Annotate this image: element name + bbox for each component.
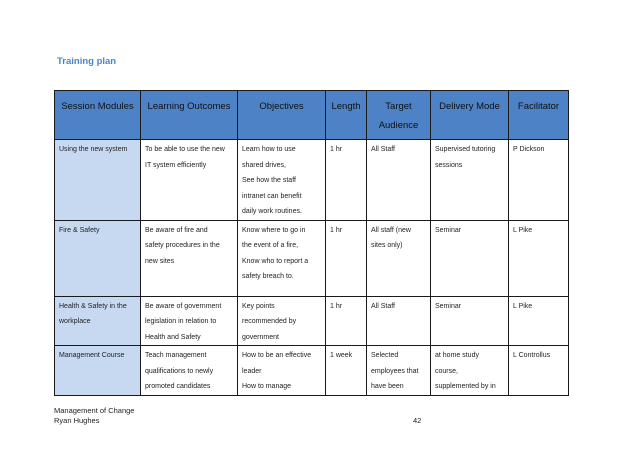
table-cell — [367, 346, 431, 396]
table-cell — [141, 220, 238, 296]
cell-text: employees that — [371, 367, 419, 375]
cell-text: Be aware of fire and — [145, 226, 208, 234]
table-cell — [55, 140, 141, 221]
cell-text: supplemented by in — [435, 383, 496, 390]
cell-text: 1 hr — [330, 226, 343, 234]
cell-text: at home study — [435, 352, 479, 359]
table-cell — [431, 296, 509, 346]
table-cell — [367, 220, 431, 296]
table-cell — [238, 296, 326, 346]
cell-text: IT system efficiently — [145, 161, 207, 169]
footer-author: Ryan Hughes — [54, 415, 100, 425]
table-cell — [367, 296, 431, 346]
column-header — [431, 91, 509, 140]
cell-text: 1 hr — [330, 146, 343, 153]
table-body — [55, 140, 569, 396]
cell-text: How to be an effective — [242, 352, 312, 359]
column-header — [55, 91, 141, 140]
table-cell — [326, 296, 367, 346]
cell-text: Know who to report a — [242, 257, 309, 265]
cell-text: Seminar — [435, 226, 462, 234]
table-cell — [326, 140, 367, 221]
cell-text: L Controllus — [513, 352, 551, 359]
table-row — [55, 296, 569, 346]
cell-text: promoted candidates — [145, 383, 211, 390]
cell-text: the event of a fire, — [242, 242, 299, 249]
cell-text: L Pike — [513, 302, 533, 310]
cell-text: workplace — [59, 318, 91, 325]
column-header-text: Length — [331, 101, 361, 112]
footer-course-title: Management of Change — [54, 406, 135, 415]
table-row — [55, 140, 569, 221]
column-header-text: Audience — [378, 120, 419, 131]
cell-text: To be able to use the new — [145, 146, 225, 153]
cell-text: sessions — [435, 161, 463, 169]
cell-text: intranet can benefit — [242, 192, 302, 200]
table-cell — [509, 220, 569, 296]
cell-text: Selected — [371, 352, 399, 359]
table-cell — [367, 140, 431, 221]
column-header — [238, 91, 326, 140]
cell-text: government — [242, 333, 279, 341]
table-cell — [509, 296, 569, 346]
table-cell — [238, 220, 326, 296]
cell-text: Be aware of government — [145, 302, 222, 310]
table-cell — [326, 220, 367, 296]
cell-text: P Dickson — [513, 146, 545, 153]
cell-text: shared drives, — [242, 161, 286, 169]
cell-text: Fire & Safety — [59, 226, 100, 234]
cell-text: Teach management — [145, 352, 207, 359]
table-cell — [509, 346, 569, 396]
cell-text: All staff (new — [371, 226, 411, 234]
cell-text: 1 week — [330, 352, 353, 359]
cell-text: sites only) — [371, 242, 403, 249]
column-header — [141, 91, 238, 140]
cell-text: leader — [242, 367, 262, 375]
page-number: 42 — [413, 416, 422, 425]
cell-text: recommended by — [242, 318, 297, 325]
cell-text: legislation in relation to — [145, 318, 217, 325]
table-cell — [431, 220, 509, 296]
cell-text: Health & Safety in the — [59, 302, 127, 310]
cell-text: safety breach to. — [242, 273, 294, 280]
table-cell — [431, 140, 509, 221]
cell-text: Learn how to use — [242, 146, 296, 153]
table-cell — [55, 220, 141, 296]
cell-text: See how the staff — [242, 177, 296, 184]
table-cell — [141, 140, 238, 221]
cell-text: course, — [435, 367, 458, 375]
cell-text: have been — [371, 383, 404, 390]
table-cell — [55, 296, 141, 346]
cell-text: Supervised tutoring — [435, 146, 496, 153]
column-header-text: Target — [385, 101, 412, 112]
cell-text: All Staff — [371, 146, 395, 153]
cell-text: How to manage — [242, 383, 292, 390]
cell-text: new sites — [145, 257, 175, 265]
table-cell — [141, 346, 238, 396]
cell-text: Management Course — [59, 352, 125, 359]
table-cell — [55, 346, 141, 396]
cell-text: safety procedures in the — [145, 242, 220, 249]
column-header-text: Delivery Mode — [439, 101, 500, 112]
cell-text: Health and Safety — [145, 333, 201, 341]
column-header-text: Objectives — [259, 101, 304, 112]
section-heading: Training plan — [57, 56, 117, 67]
training-plan-table — [54, 90, 569, 396]
column-header-text: Session Modules — [61, 101, 134, 112]
cell-text: Key points — [242, 302, 275, 310]
table-cell — [509, 140, 569, 221]
table-cell — [238, 140, 326, 221]
cell-text: Using the new system — [59, 146, 128, 153]
page-footer — [54, 406, 134, 425]
cell-text: qualifications to newly — [145, 367, 214, 375]
cell-text: Seminar — [435, 302, 462, 310]
table-cell — [141, 296, 238, 346]
cell-text: Know where to go in — [242, 226, 306, 234]
column-header-text: Facilitator — [517, 101, 560, 112]
table-row — [55, 220, 569, 296]
cell-text: All Staff — [371, 302, 395, 310]
cell-text: L Pike — [513, 226, 533, 234]
column-header — [326, 91, 367, 140]
table-header-row — [55, 91, 569, 140]
table-cell — [238, 346, 326, 396]
column-header — [509, 91, 569, 140]
table-cell — [326, 346, 367, 396]
cell-text: 1 hr — [330, 302, 343, 310]
column-header — [367, 91, 431, 140]
table-row — [55, 346, 569, 396]
table-cell — [431, 346, 509, 396]
cell-text: daily work routines. — [242, 208, 302, 215]
column-header-text: Learning Outcomes — [147, 101, 231, 112]
